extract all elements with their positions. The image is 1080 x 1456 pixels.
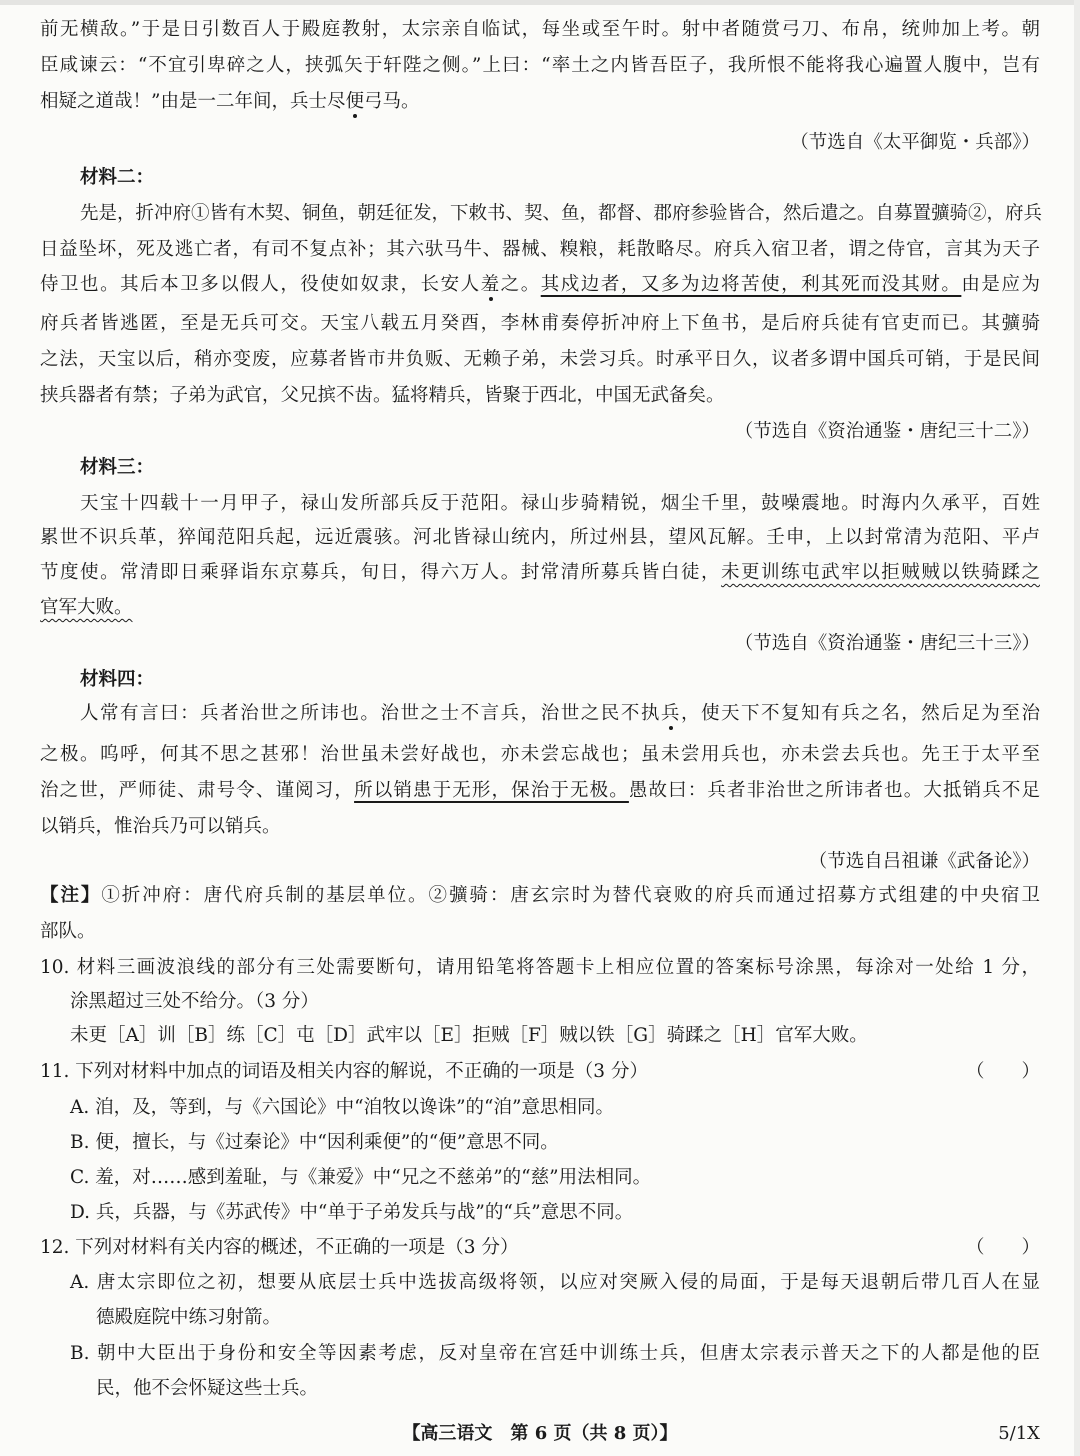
material4-line [40,779,1040,805]
text-segment: 人常有言曰：兵者治世之所讳也。治世之士不言兵，治世之民不执 [80,703,661,724]
material1-line [40,90,1040,116]
underlined-sentence: 所以销患于无形，保治于无极。 [354,780,629,801]
text-segment: ①折冲府：唐代府兵制的基层单位。②彍骑：唐玄宗时为替代衰败的府兵而通过招募方式组建的中央宿卫 [101,885,1040,906]
question-11-option: A. 洎，及，等到，与《六国论》中“洎牧以谗诛”的“洎”意思相同。 [70,1097,614,1118]
text-segment: 治之世，严师徒、肃号令、谨阅习， [40,780,355,801]
wavy-underlined-text: 官军大败。 [40,597,133,618]
dotted-word: 羞 [480,274,501,295]
material3-line: 天宝十四载十一月甲子，禄山发所部兵反于范阳。禄山步骑精锐，烟尘千里，鼓噪震地。时海内久承平，百姓 [80,493,1040,514]
question-11-option: C. 羞，对……感到羞耻，与《兼爱》中“兄之不慈弟”的“慈”用法相同。 [70,1167,652,1188]
question-10-stem: 涂黑超过三处不给分。（3 分） [70,991,319,1012]
notes-line [40,884,1040,910]
question-11-stem [40,1060,1040,1086]
question-12-option: 民，他不会怀疑这些士兵。 [96,1378,319,1399]
dotted-word: 兵 [660,703,681,724]
material4-line: 之极。呜呼，何其不思之甚邪！治世虽未尝好战也，亦未尝忘战也；虽未尝用兵也，亦未尝去兵也。先王于太平至 [40,744,1040,765]
text-segment: 侍卫也。其后本卫多以假人，役使如奴隶，长安人 [40,274,481,295]
material1-line: 前无横敌。”于是日引数百人于殿庭教射，太宗亲自临试，每坐或至午时。射中者随赏弓刀、布帛，统帅加上考。朝 [40,19,1040,40]
footer-code: 5/1X [998,1423,1040,1444]
notes-line: 部队。 [40,921,96,942]
question-11-option: B. 便，擅长，与《过秦论》中“因利乘便”的“便”意思不同。 [70,1132,559,1153]
material2-line: 先是，折冲府①皆有木契、铜鱼，朝廷征发，下敕书、契、鱼，都督、郡府参验皆合，然后遣之。自募置彍骑②，府兵 [80,203,1043,224]
material1-source: （节选自《太平御览・兵部》） [790,132,1040,153]
material3-line: 累世不识兵革，猝闻范阳兵起，远近震骇。河北皆禄山统内，所过州县，望风瓦解。壬申，上以封常清为范阳、平卢 [40,527,1040,548]
material3-line [40,596,1040,622]
material3-source: （节选自《资治通鉴・唐纪三十三》） [734,633,1040,654]
material2-source: （节选自《资治通鉴・唐纪三十二》） [734,421,1040,442]
answer-paren: （ ） [965,1061,1040,1082]
question-10-options: 未更［A］训［B］练［C］屯［D］武牢以［E］拒贼［F］贼以铁［G］骑蹂之［H］官军大败。 [70,1025,868,1046]
dotted-word: 便 [345,91,364,112]
text-segment: 12. 下列对材料有关内容的概述，不正确的一项是（3 分） [40,1237,519,1258]
text-segment: 由是应为 [961,274,1040,295]
question-12-option: B. 朝中大臣出于身份和安全等因素考虑，反对皇帝在宫廷中训练士兵，但唐太宗表示普天之下的人都是他的臣 [70,1343,1040,1364]
material1-line: 臣咸谏云：“不宜引卑碎之人，挟弧矢于轩陛之侧。”上曰：“率土之内皆吾臣子，我所恨不能将我心遍置人腹中，岂有 [40,55,1040,76]
text-segment: ，使天下不复知有兵之名，然后足为至治 [680,703,1040,724]
page-footer [0,1420,1080,1448]
question-11-option: D. 兵，兵器，与《苏武传》中“单于子弟发兵与战”的“兵”意思不同。 [70,1202,634,1223]
page-top-edge [0,0,1080,5]
wavy-underlined-text: 未更训练屯武牢以拒贼贼以铁骑蹂之 [721,562,1040,583]
underlined-sentence: 其戍边者，又多为边将苦使，利其死而没其财。 [540,274,962,295]
question-12-option: 德殿庭院中练习射箭。 [96,1307,282,1328]
material2-line: 府兵者皆逃匿，至是无兵可交。天宝八载五月癸酉，李林甫奏停折冲府上下鱼书，是后府兵徒有官吏而已。其彍骑 [40,313,1040,334]
material4-heading: 材料四： [80,669,155,690]
material4-line [40,702,1040,728]
material2-line: 日益坠坏，死及逃亡者，有司不复点补；其六驮马牛、器械、糗粮，耗散略尽。府兵入宿卫者，谓之侍官，言其为天子 [40,239,1040,260]
footer-title: 【高三语文 第 6 页（共 8 页）】 [402,1423,678,1444]
notes-label: 【注】 [40,885,102,906]
text-segment: 节度使。常清即日乘驿诣东京募兵，旬日，得六万人。封常清所募兵皆白徒， [40,562,722,583]
question-10-stem: 10. 材料三画波浪线的部分有三处需要断句，请用铅笔将答题卡上相应位置的答案标号涂黑，每涂对一处给 1 分， [40,957,1040,978]
material2-line [40,273,1040,299]
text-segment: 弓马。 [363,91,420,112]
page-right-edge [1074,0,1080,1456]
material2-line: 挟兵器者有禁；子弟为武官，父兄摈不齿。猛将精兵，皆聚于西北，中国无武备矣。 [40,385,725,406]
material2-line: 之法，天宝以后，稍亦变废，应募者皆市井负贩、无赖子弟，未尝习兵。时承平日久，议者多谓中国兵可销，于是民间 [40,349,1040,370]
material3-heading: 材料三： [80,457,155,478]
text-segment: 之。 [500,274,541,295]
material2-heading: 材料二： [80,167,155,188]
answer-paren: （ ） [965,1237,1040,1258]
material3-line [40,561,1040,587]
material4-source: （节选自吕祖谦《武备论》） [808,851,1040,872]
text-segment: 11. 下列对材料中加点的词语及相关内容的解说，不正确的一项是（3 分） [40,1061,648,1082]
question-12-option: A. 唐太宗即位之初，想要从底层士兵中选拔高级将领，以应对突厥入侵的局面，于是每天退朝后带几百人在显 [70,1272,1040,1293]
text-segment: 愚故曰：兵者非治世之所讳者也。大抵销兵不足 [628,780,1040,801]
question-12-stem [40,1236,1040,1262]
text-segment: 相疑之道哉！”由是一二年间，兵士尽 [40,91,346,112]
material4-line: 以销兵，惟治兵乃可以销兵。 [40,816,281,837]
